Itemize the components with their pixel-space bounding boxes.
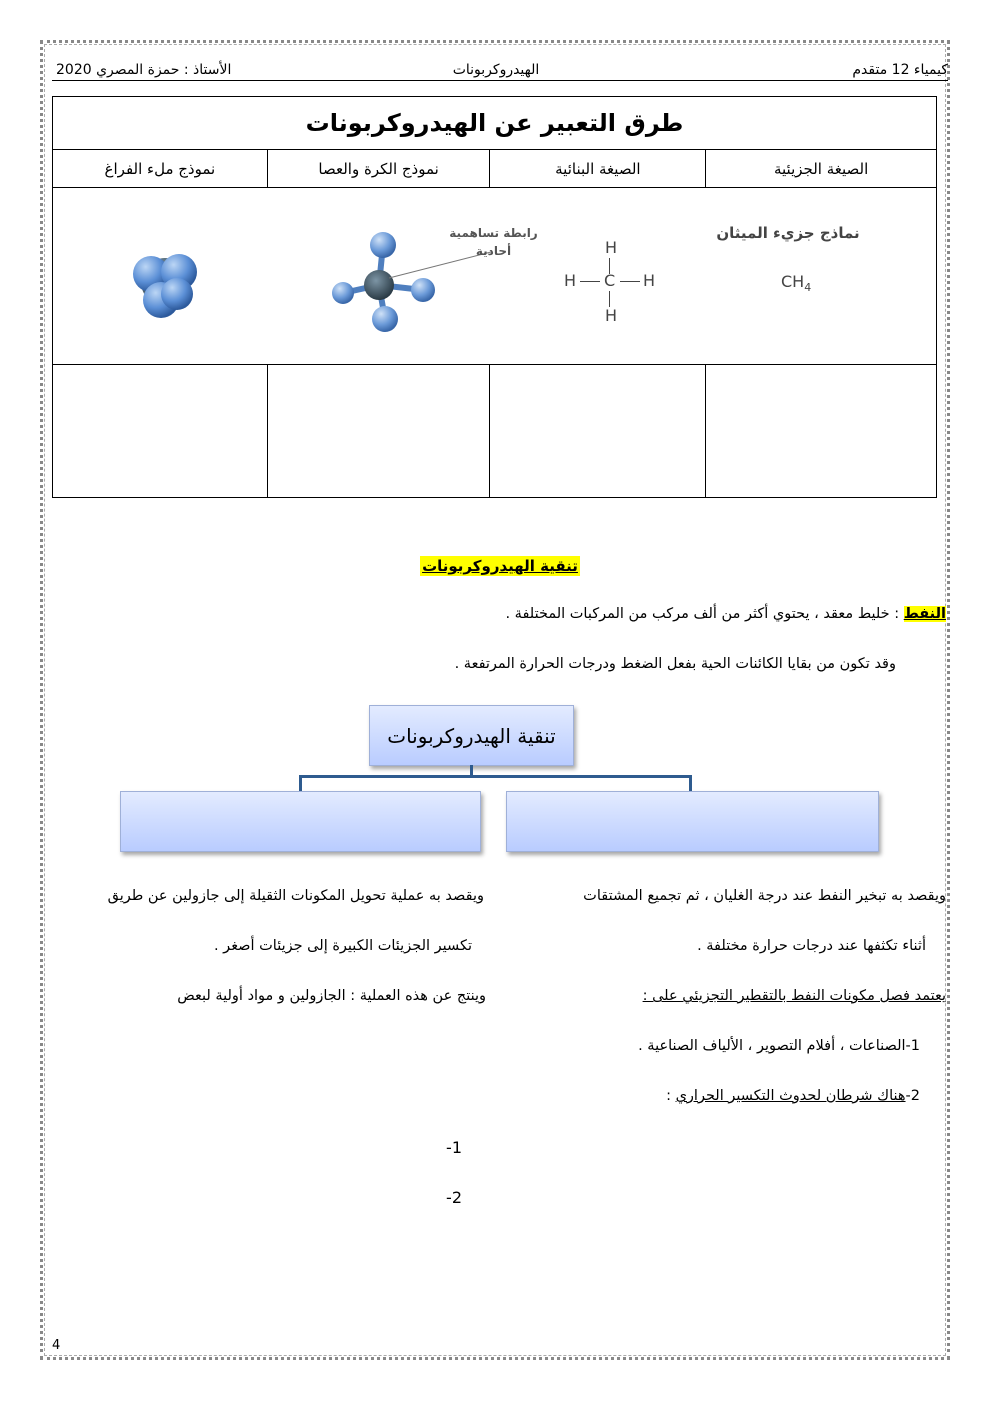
- oil-term: النفط: [903, 606, 946, 622]
- atom-c: C: [604, 271, 616, 290]
- molecular-formula: [781, 272, 811, 294]
- formula-ch: CH: [781, 272, 805, 291]
- item2-suffix: :: [666, 1088, 676, 1104]
- diagram-left-box: [120, 791, 481, 852]
- bond-label: [441, 224, 546, 260]
- section-heading-wrap: [0, 556, 992, 575]
- blank-cell-molecular: [706, 365, 937, 498]
- oil-definition: : خليط معقد ، يحتوي أكثر من ألف مركب من المركبات المختلفة .: [505, 606, 904, 622]
- atom-h-top: H: [605, 238, 618, 257]
- item2-text: هناك شرطان لحدوث التكسير الحراري: [675, 1088, 906, 1104]
- col-structural: الصيغة البنائية: [490, 150, 706, 188]
- blank-item-1: 1-: [446, 1138, 462, 1157]
- right-item1: 1-الصناعات ، أفلام التصوير ، الألياف الصناعية .: [638, 1038, 920, 1054]
- atom-h-bottom: H: [605, 306, 618, 325]
- right-line1: ويقصد به تبخير النفط عند درجة الغليان ، ثم تجميع المشتقات: [583, 888, 946, 904]
- left-line2: تكسير الجزيئات الكبيرة إلى جزيئات أصغر .: [213, 938, 472, 954]
- atom-h-left: H: [564, 271, 577, 290]
- bond-label-line2: أحادية: [475, 244, 512, 258]
- page-number: 4: [52, 1338, 61, 1353]
- section-heading: تنقية الهيدروكربونات: [422, 557, 578, 575]
- blank-cell-structural: [490, 365, 706, 498]
- connector-left: [299, 775, 302, 791]
- right-line3-wrap: [546, 988, 946, 1004]
- oil-definition-line: [66, 606, 946, 622]
- header-course: كيمياء 12 متقدم: [852, 62, 948, 78]
- representation-table: [52, 96, 937, 498]
- blank-item-2: 2-: [446, 1188, 462, 1207]
- right-line2: أثناء تكثفها عند درجات حرارة مختلفة .: [697, 938, 926, 954]
- connector-horizontal: [299, 775, 692, 778]
- col-ball-stick: نموذج الكرة والعصا: [267, 150, 490, 188]
- methane-models-row: [53, 188, 937, 365]
- structural-formula: [558, 238, 668, 328]
- blank-cell-ball-stick: [267, 365, 490, 498]
- item2-prefix: 2-: [905, 1088, 920, 1104]
- oil-origin: وقد تكون من بقايا الكائنات الحية بفعل الضغط ودرجات الحرارة المرتفعة .: [454, 656, 896, 672]
- right-item2: [520, 1088, 920, 1104]
- header-topic: الهيدروكربونات: [452, 62, 540, 78]
- right-line3: يعتمد فصل مكونات النفط بالتقطير التجزيئي على :: [642, 988, 946, 1004]
- methane-models-label: نماذج جزيء الميثان: [716, 224, 860, 242]
- bond-label-line1: رابطة تساهمية: [449, 226, 538, 240]
- diagram-root-box: تنقية الهيدروكربونات: [369, 705, 574, 766]
- header-teacher: الأستاذ : حمزة المصري 2020: [56, 62, 232, 78]
- header-divider: [52, 80, 948, 81]
- left-line3: وينتج عن هذه العملية : الجازولين و مواد أولية لبعض: [177, 988, 486, 1004]
- blank-cell-space-filling: [53, 365, 268, 498]
- table-title: طرق التعبير عن الهيدروكربونات: [53, 97, 937, 150]
- bond-left: [580, 281, 600, 282]
- atom-h-right: H: [643, 271, 656, 290]
- bond-right: [620, 281, 640, 282]
- col-space-filling: نموذج ملء الفراغ: [53, 150, 268, 188]
- bond-bottom: [609, 291, 610, 307]
- space-filling-model-image: [121, 230, 211, 330]
- left-line1: ويقصد به عملية تحويل المكونات الثقيلة إلى جازولين عن طريق: [107, 888, 484, 904]
- col-molecular: الصيغة الجزيئية: [706, 150, 937, 188]
- diagram-right-box: [506, 791, 879, 852]
- formula-subscript: 4: [804, 281, 812, 295]
- connector-right: [689, 775, 692, 791]
